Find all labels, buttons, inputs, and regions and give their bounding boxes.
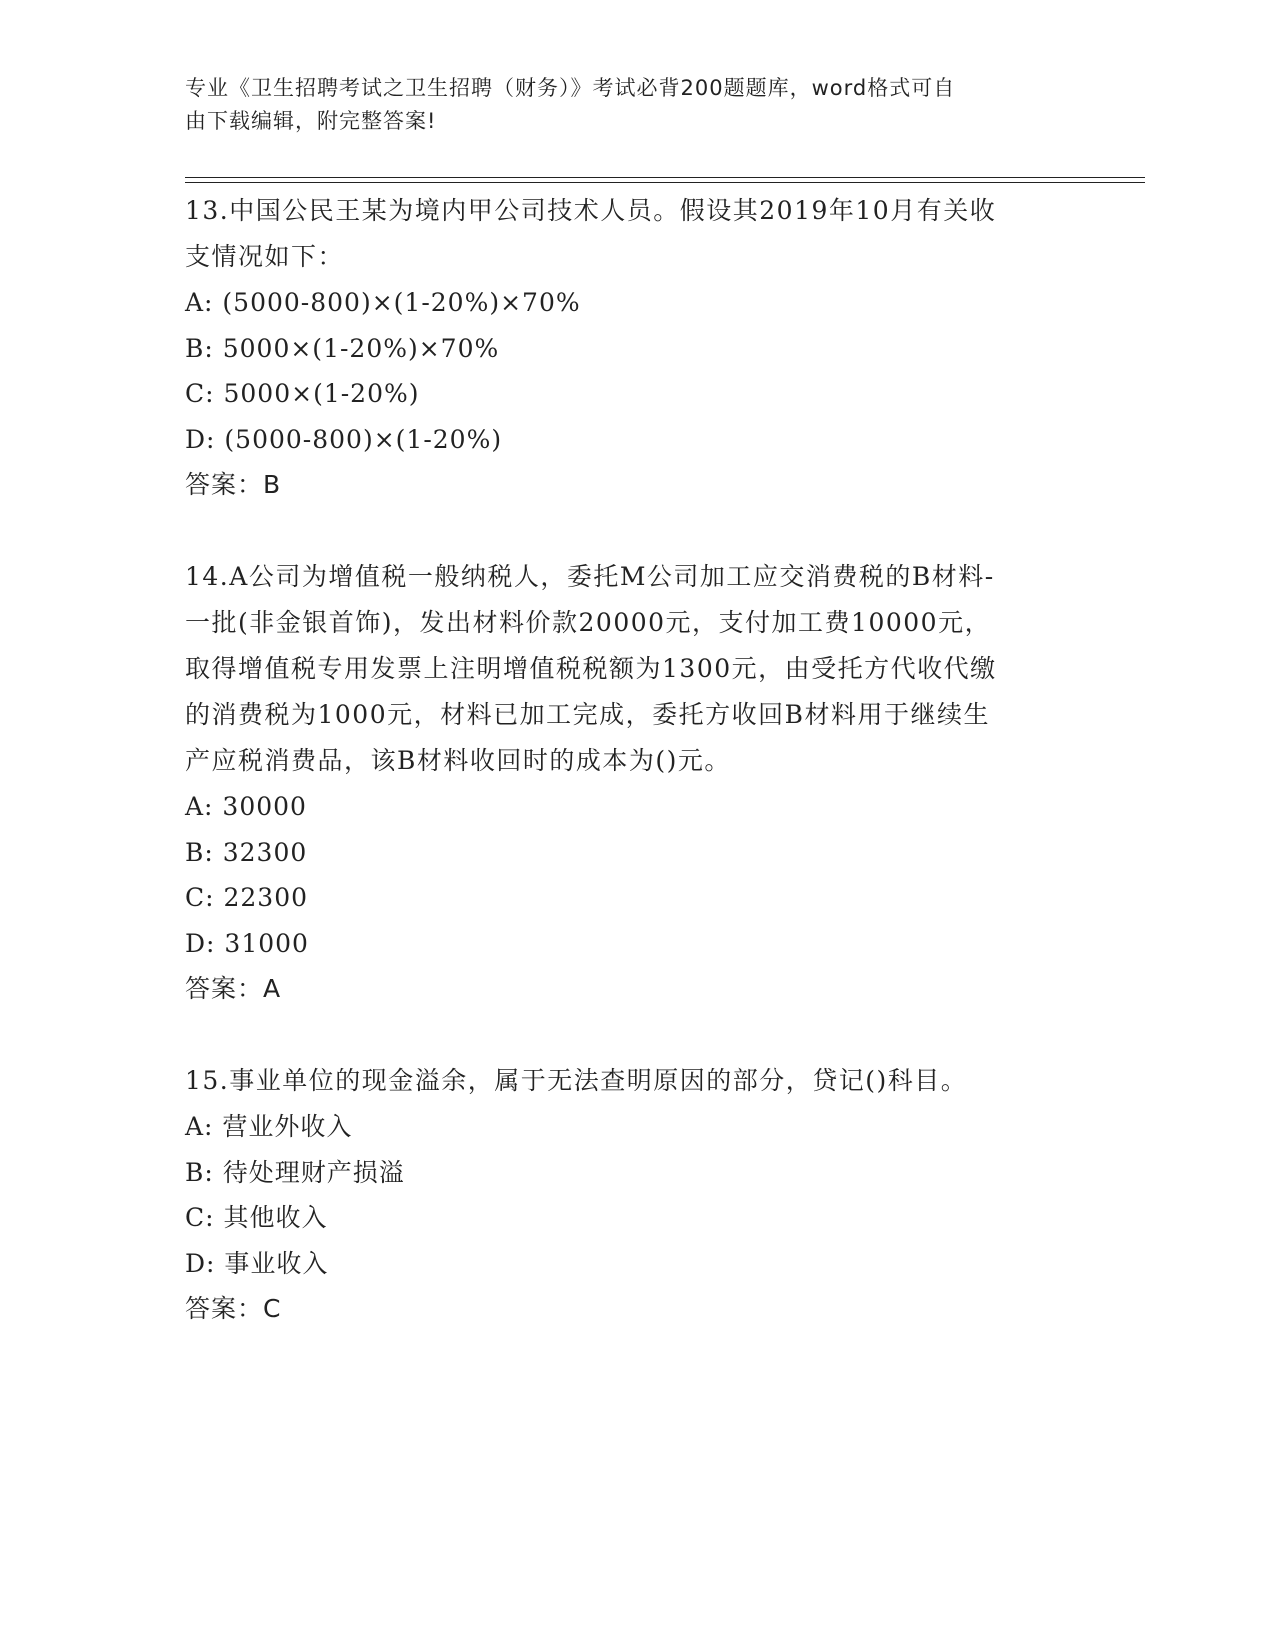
question-stem-line: 一批(非金银首饰)，发出材料价款20000元，支付加工费10000元，	[185, 608, 992, 637]
question-stem-line: 的消费税为1000元，材料已加工完成，委托方收回B材料用于继续生	[185, 700, 990, 729]
question-stem-line: 15.事业单位的现金溢余，属于无法查明原因的部分，贷记()科目。	[185, 1066, 968, 1095]
option-c: C: 其他收入	[185, 1203, 328, 1232]
question-stem-line: 14.A公司为增值税一般纳税人，委托M公司加工应交消费税的B材料-	[185, 562, 995, 591]
option-d: D: 事业收入	[185, 1248, 329, 1278]
question-stem-line: 支情况如下：	[185, 242, 345, 271]
question-15	[185, 1058, 1085, 1331]
option-c: C: 5000×(1-20%)	[185, 379, 420, 408]
question-stem-line: 取得增值税专用发票上注明增值税税额为1300元，由受托方代收代缴	[185, 654, 997, 683]
option-b: B: 5000×(1-20%)×70%	[185, 333, 500, 363]
option-b: B: 待处理财产损溢	[185, 1157, 405, 1187]
question-13	[185, 188, 1085, 507]
option-c: C: 22300	[185, 883, 309, 912]
option-b: B: 32300	[185, 837, 308, 867]
answer-line: 答案：B	[185, 470, 282, 499]
option-a: A: 营业外收入	[185, 1112, 353, 1141]
question-stem-line: 13.中国公民王某为境内甲公司技术人员。假设其2019年10月有关收	[185, 196, 997, 225]
header-line-2: 由下载编辑，附完整答案!	[185, 109, 437, 133]
option-d: D: (5000-800)×(1-20%)	[185, 424, 503, 454]
option-a: A: (5000-800)×(1-20%)×70%	[185, 288, 581, 317]
option-a: A: 30000	[185, 792, 307, 821]
answer-line: 答案：A	[185, 974, 282, 1003]
header-divider-bottom	[185, 182, 1145, 183]
option-d: D: 31000	[185, 928, 309, 958]
question-stem-line: 产应税消费品，该B材料收回时的成本为()元。	[185, 746, 731, 775]
header-line-1: 专业《卫生招聘考试之卫生招聘（财务）》考试必背200题题库，word格式可自	[185, 76, 956, 100]
header-divider-top	[185, 177, 1145, 178]
question-14	[185, 554, 1085, 1011]
document-header	[185, 72, 1085, 138]
question-list	[185, 188, 1085, 1378]
answer-line: 答案：C	[185, 1294, 282, 1323]
